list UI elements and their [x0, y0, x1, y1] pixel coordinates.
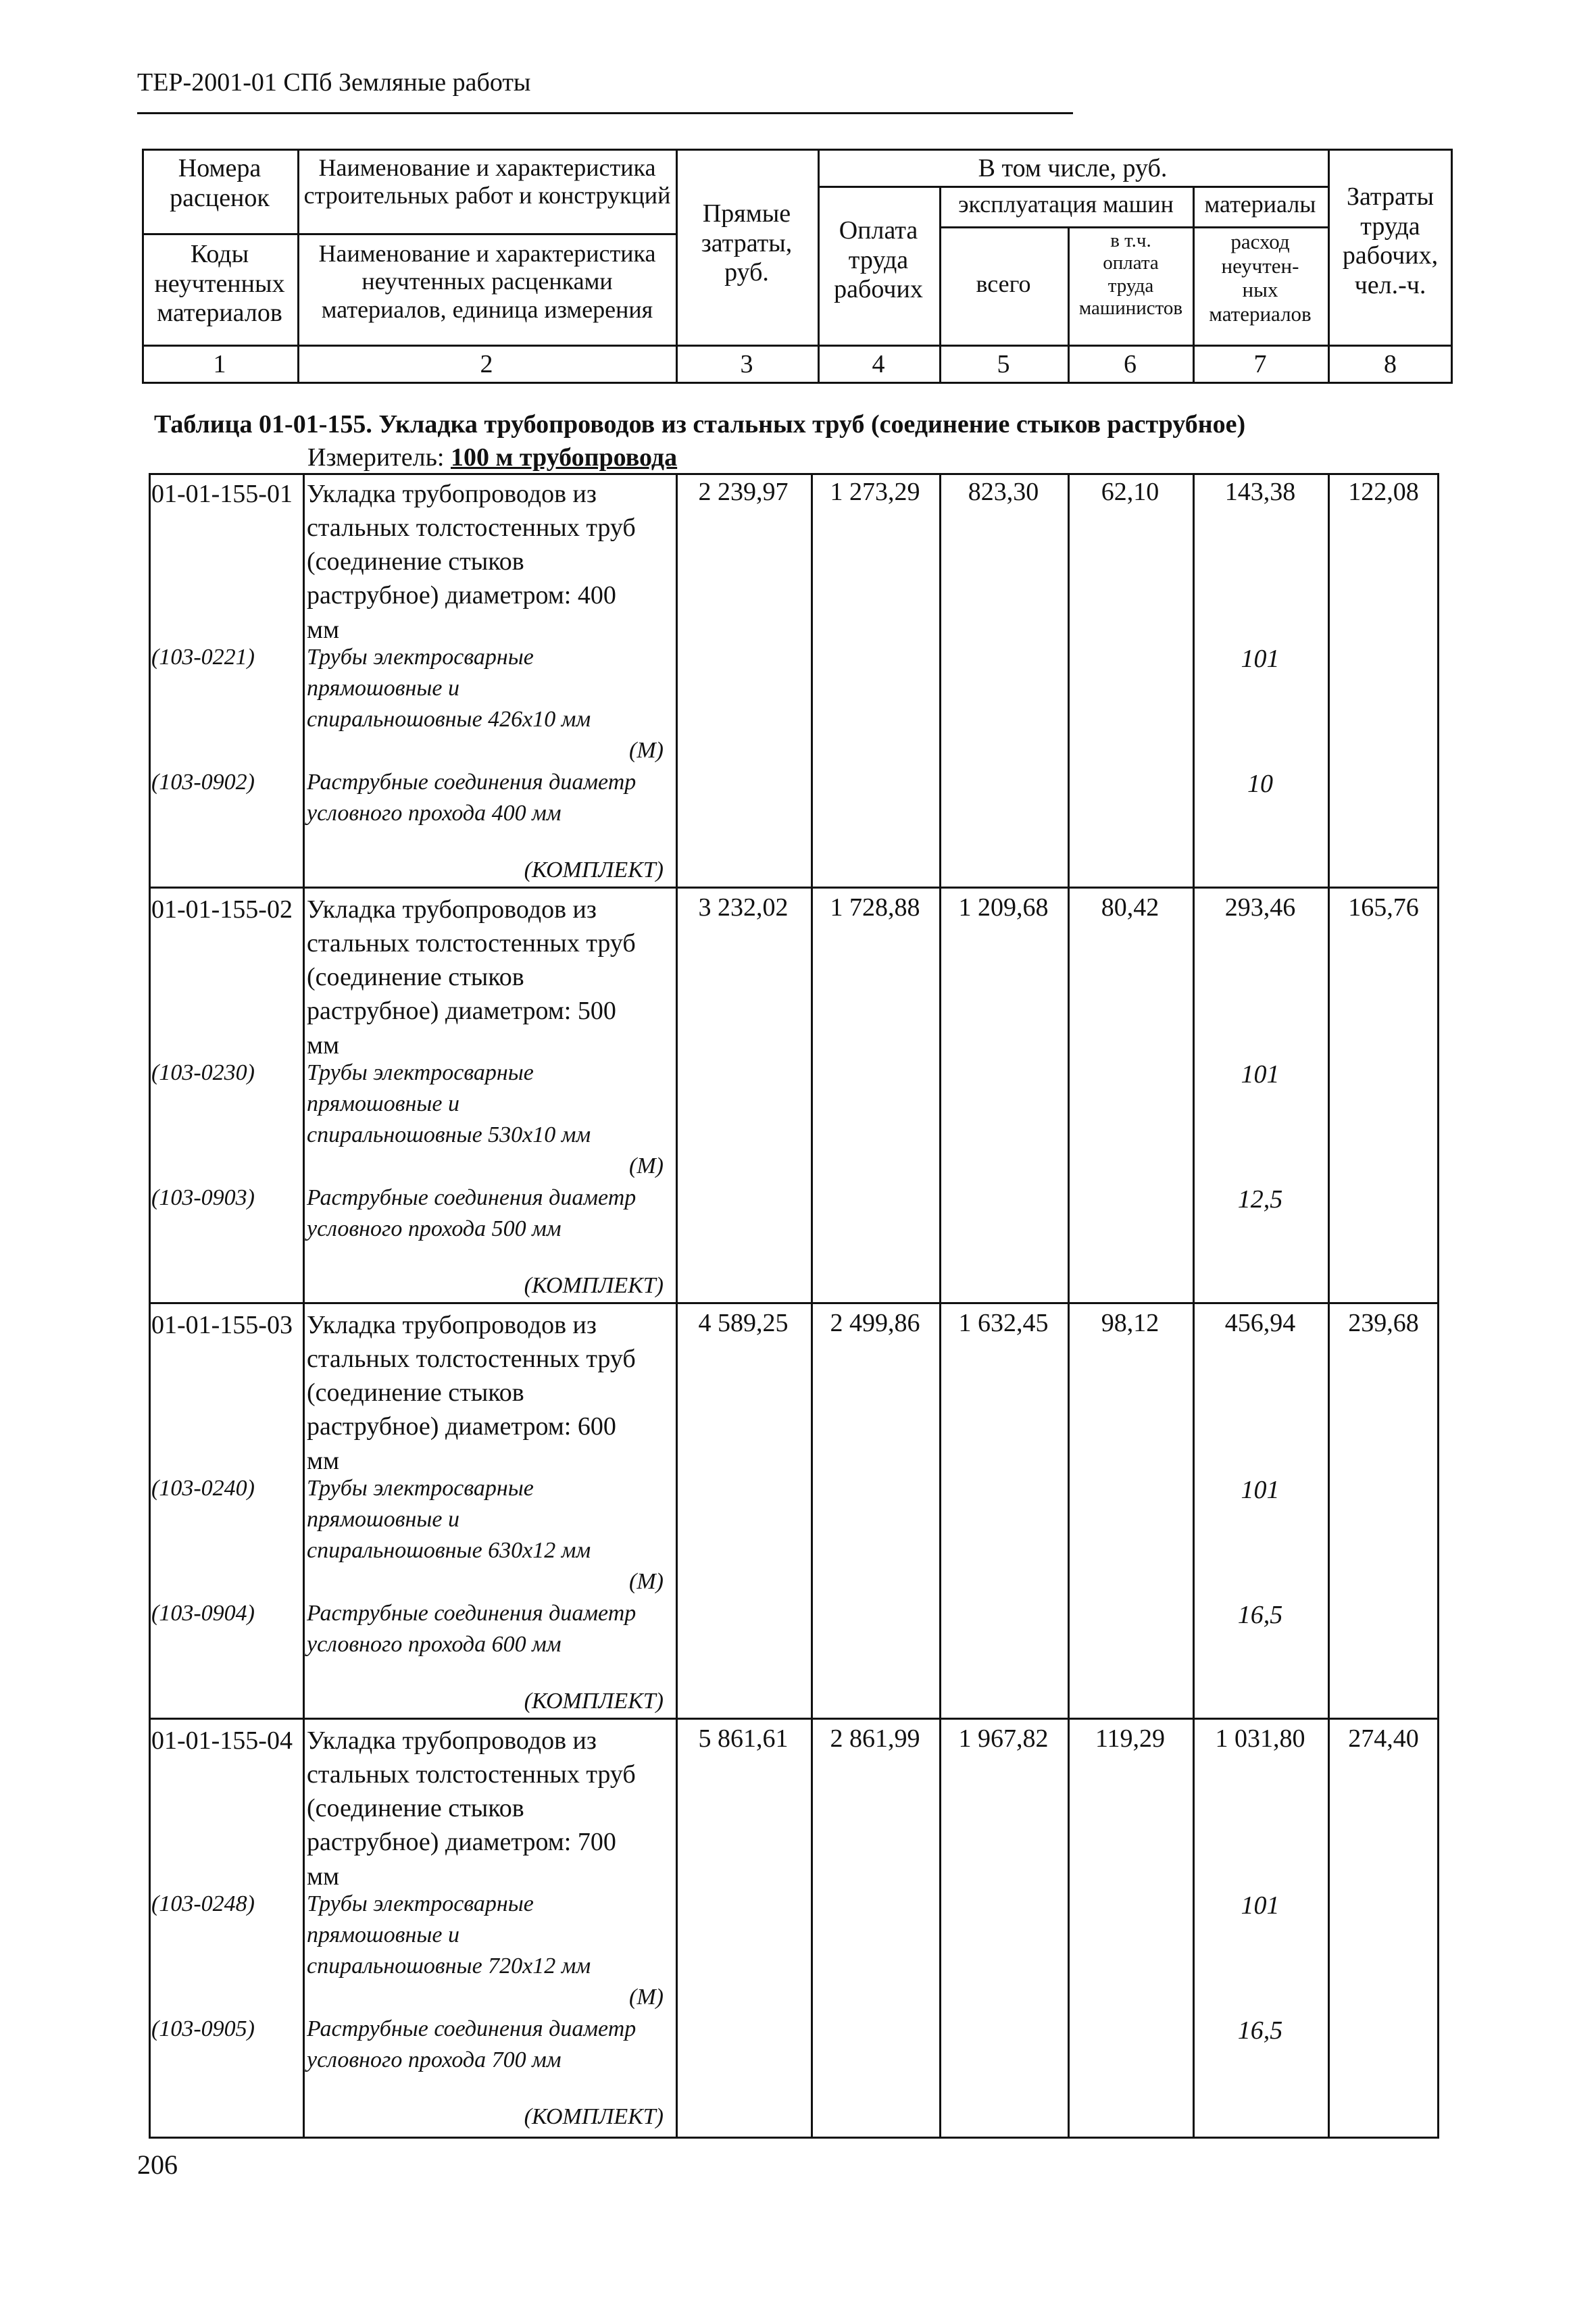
- material-unit: (М): [629, 1153, 664, 1178]
- material-unit: (М): [629, 1569, 664, 1594]
- material-code: (103-0905): [151, 2016, 255, 2041]
- work-description: Укладка трубопроводов из стальных толстостенных труб (соединение стыков раструбное) диаметром: 700 мм: [307, 1726, 636, 1891]
- material-name: Трубы электросварные прямошовные и спиральношовные 720х12 мм: [307, 1891, 591, 1978]
- col-number-2: 2: [480, 350, 493, 378]
- material-quantity: 16,5: [1237, 1601, 1283, 1629]
- col-number-6: 6: [1124, 350, 1137, 378]
- material-unit: (М): [629, 1985, 664, 2010]
- rate-mach-total: 823,30: [968, 478, 1039, 506]
- material-unit: (КОМПЛЕКТ): [524, 2104, 664, 2129]
- rate-code: 01-01-155-04: [151, 1726, 293, 1755]
- material-name: Раструбные соединения диаметр условного прохода 700 мм: [307, 2016, 637, 2072]
- header-col3: Прямые затраты, руб.: [701, 199, 793, 287]
- header-col7: расход неучтен- ных материалов: [1209, 230, 1312, 326]
- measure-value: 100 м трубопровода: [451, 443, 678, 472]
- material-unit: (М): [629, 738, 664, 763]
- col-number-3: 3: [740, 350, 753, 378]
- table-title: Таблица 01-01-155. Укладка трубопроводов из стальных труб (соединение стыков раструбное): [154, 410, 1246, 439]
- material-unit: (КОМПЛЕКТ): [524, 1273, 664, 1298]
- header-col2-top: Наименование и характеристика строительных работ и конструкций: [303, 154, 671, 209]
- material-name: Раструбные соединения диаметр условного прохода 500 мм: [307, 1185, 637, 1241]
- col-number-8: 8: [1384, 350, 1397, 378]
- rate-hours: 165,76: [1348, 893, 1419, 922]
- rate-mach-total: 1 632,45: [958, 1309, 1049, 1337]
- material-name: Раструбные соединения диаметр условного прохода 400 мм: [307, 770, 637, 826]
- rate-direct: 4 589,25: [698, 1309, 789, 1337]
- rate-mach-labor: 80,42: [1101, 893, 1159, 922]
- header-materials: материалы: [1204, 191, 1316, 218]
- material-code: (103-0230): [151, 1060, 255, 1085]
- col-number-7: 7: [1253, 350, 1267, 378]
- header-col1-bottom: Коды неучтенных материалов: [154, 240, 285, 328]
- rate-labor: 2 861,99: [830, 1724, 920, 1753]
- material-name: Трубы электросварные прямошовные и спиральношовные 630х12 мм: [307, 1476, 591, 1563]
- rate-labor: 1 728,88: [830, 893, 920, 922]
- work-description: Укладка трубопроводов из стальных толстостенных труб (соединение стыков раструбное) диаметром: 500 мм: [307, 895, 636, 1060]
- material-code: (103-0904): [151, 1601, 255, 1626]
- rate-mach-labor: 119,29: [1095, 1724, 1166, 1753]
- header-col1-top: Номера расценок: [170, 154, 270, 212]
- measure-line: [307, 443, 677, 472]
- rates-table: [149, 473, 1439, 2139]
- header-machines: эксплуатация машин: [958, 191, 1174, 218]
- material-quantity: 101: [1241, 1476, 1280, 1504]
- rate-materials: 456,94: [1224, 1309, 1296, 1337]
- work-description: Укладка трубопроводов из стальных толстостенных труб (соединение стыков раструбное) диаметром: 400 мм: [307, 480, 636, 644]
- measure-label: Измеритель:: [307, 443, 451, 472]
- material-name: Раструбные соединения диаметр условного прохода 600 мм: [307, 1601, 637, 1657]
- rate-direct: 2 239,97: [698, 478, 789, 506]
- running-title: ТЕР-2001-01 СПб Земляные работы: [137, 68, 531, 97]
- rate-code: 01-01-155-01: [151, 480, 293, 508]
- material-quantity: 16,5: [1237, 2016, 1283, 2045]
- rate-code: 01-01-155-02: [151, 895, 293, 924]
- rate-mach-labor: 62,10: [1101, 478, 1159, 506]
- header-col4: Оплата труда рабочих: [834, 216, 923, 304]
- rate-mach-total: 1 967,82: [958, 1724, 1049, 1753]
- col-number-4: 4: [872, 350, 885, 378]
- page-number: 206: [137, 2149, 178, 2180]
- material-unit: (КОМПЛЕКТ): [524, 1689, 664, 1714]
- rate-materials: 1 031,80: [1215, 1724, 1305, 1753]
- material-code: (103-0221): [151, 645, 255, 670]
- material-quantity: 101: [1241, 1060, 1280, 1089]
- header-table: [142, 149, 1453, 387]
- rate-hours: 122,08: [1348, 478, 1419, 506]
- rate-materials: 293,46: [1224, 893, 1296, 922]
- material-code: (103-0248): [151, 1891, 255, 1916]
- work-description: Укладка трубопроводов из стальных толстостенных труб (соединение стыков раструбное) диаметром: 600 мм: [307, 1311, 636, 1475]
- rate-code: 01-01-155-03: [151, 1311, 293, 1339]
- header-col2-bottom: Наименование и характеристика неучтенных расценками материалов, единица измерения: [318, 240, 656, 323]
- material-unit: (КОМПЛЕКТ): [524, 857, 664, 882]
- material-quantity: 101: [1241, 645, 1280, 673]
- material-code: (103-0903): [151, 1185, 255, 1210]
- material-code: (103-0902): [151, 770, 255, 795]
- header-col8: Затраты труда рабочих, чел.-ч.: [1342, 182, 1439, 300]
- rate-hours: 239,68: [1348, 1309, 1419, 1337]
- col-number-5: 5: [997, 350, 1010, 378]
- rate-labor: 2 499,86: [830, 1309, 920, 1337]
- rate-direct: 3 232,02: [698, 893, 789, 922]
- header-col5: всего: [976, 270, 1031, 297]
- title-rule: [137, 112, 1073, 114]
- header-col6: в т.ч. оплата труда машинистов: [1078, 230, 1183, 320]
- material-name: Трубы электросварные прямошовные и спиральношовные 530х10 мм: [307, 1060, 591, 1147]
- rate-mach-labor: 98,12: [1101, 1309, 1159, 1337]
- rate-materials: 143,38: [1224, 478, 1296, 506]
- rate-mach-total: 1 209,68: [958, 893, 1049, 922]
- material-quantity: 101: [1241, 1891, 1280, 1920]
- rate-labor: 1 273,29: [830, 478, 920, 506]
- material-code: (103-0240): [151, 1476, 255, 1501]
- material-quantity: 12,5: [1237, 1185, 1283, 1214]
- rate-direct: 5 861,61: [698, 1724, 789, 1753]
- rate-hours: 274,40: [1348, 1724, 1419, 1753]
- header-in-total: В том числе, руб.: [978, 154, 1168, 182]
- col-number-1: 1: [213, 350, 226, 378]
- material-name: Трубы электросварные прямошовные и спиральношовные 426х10 мм: [307, 645, 591, 732]
- material-quantity: 10: [1247, 770, 1273, 798]
